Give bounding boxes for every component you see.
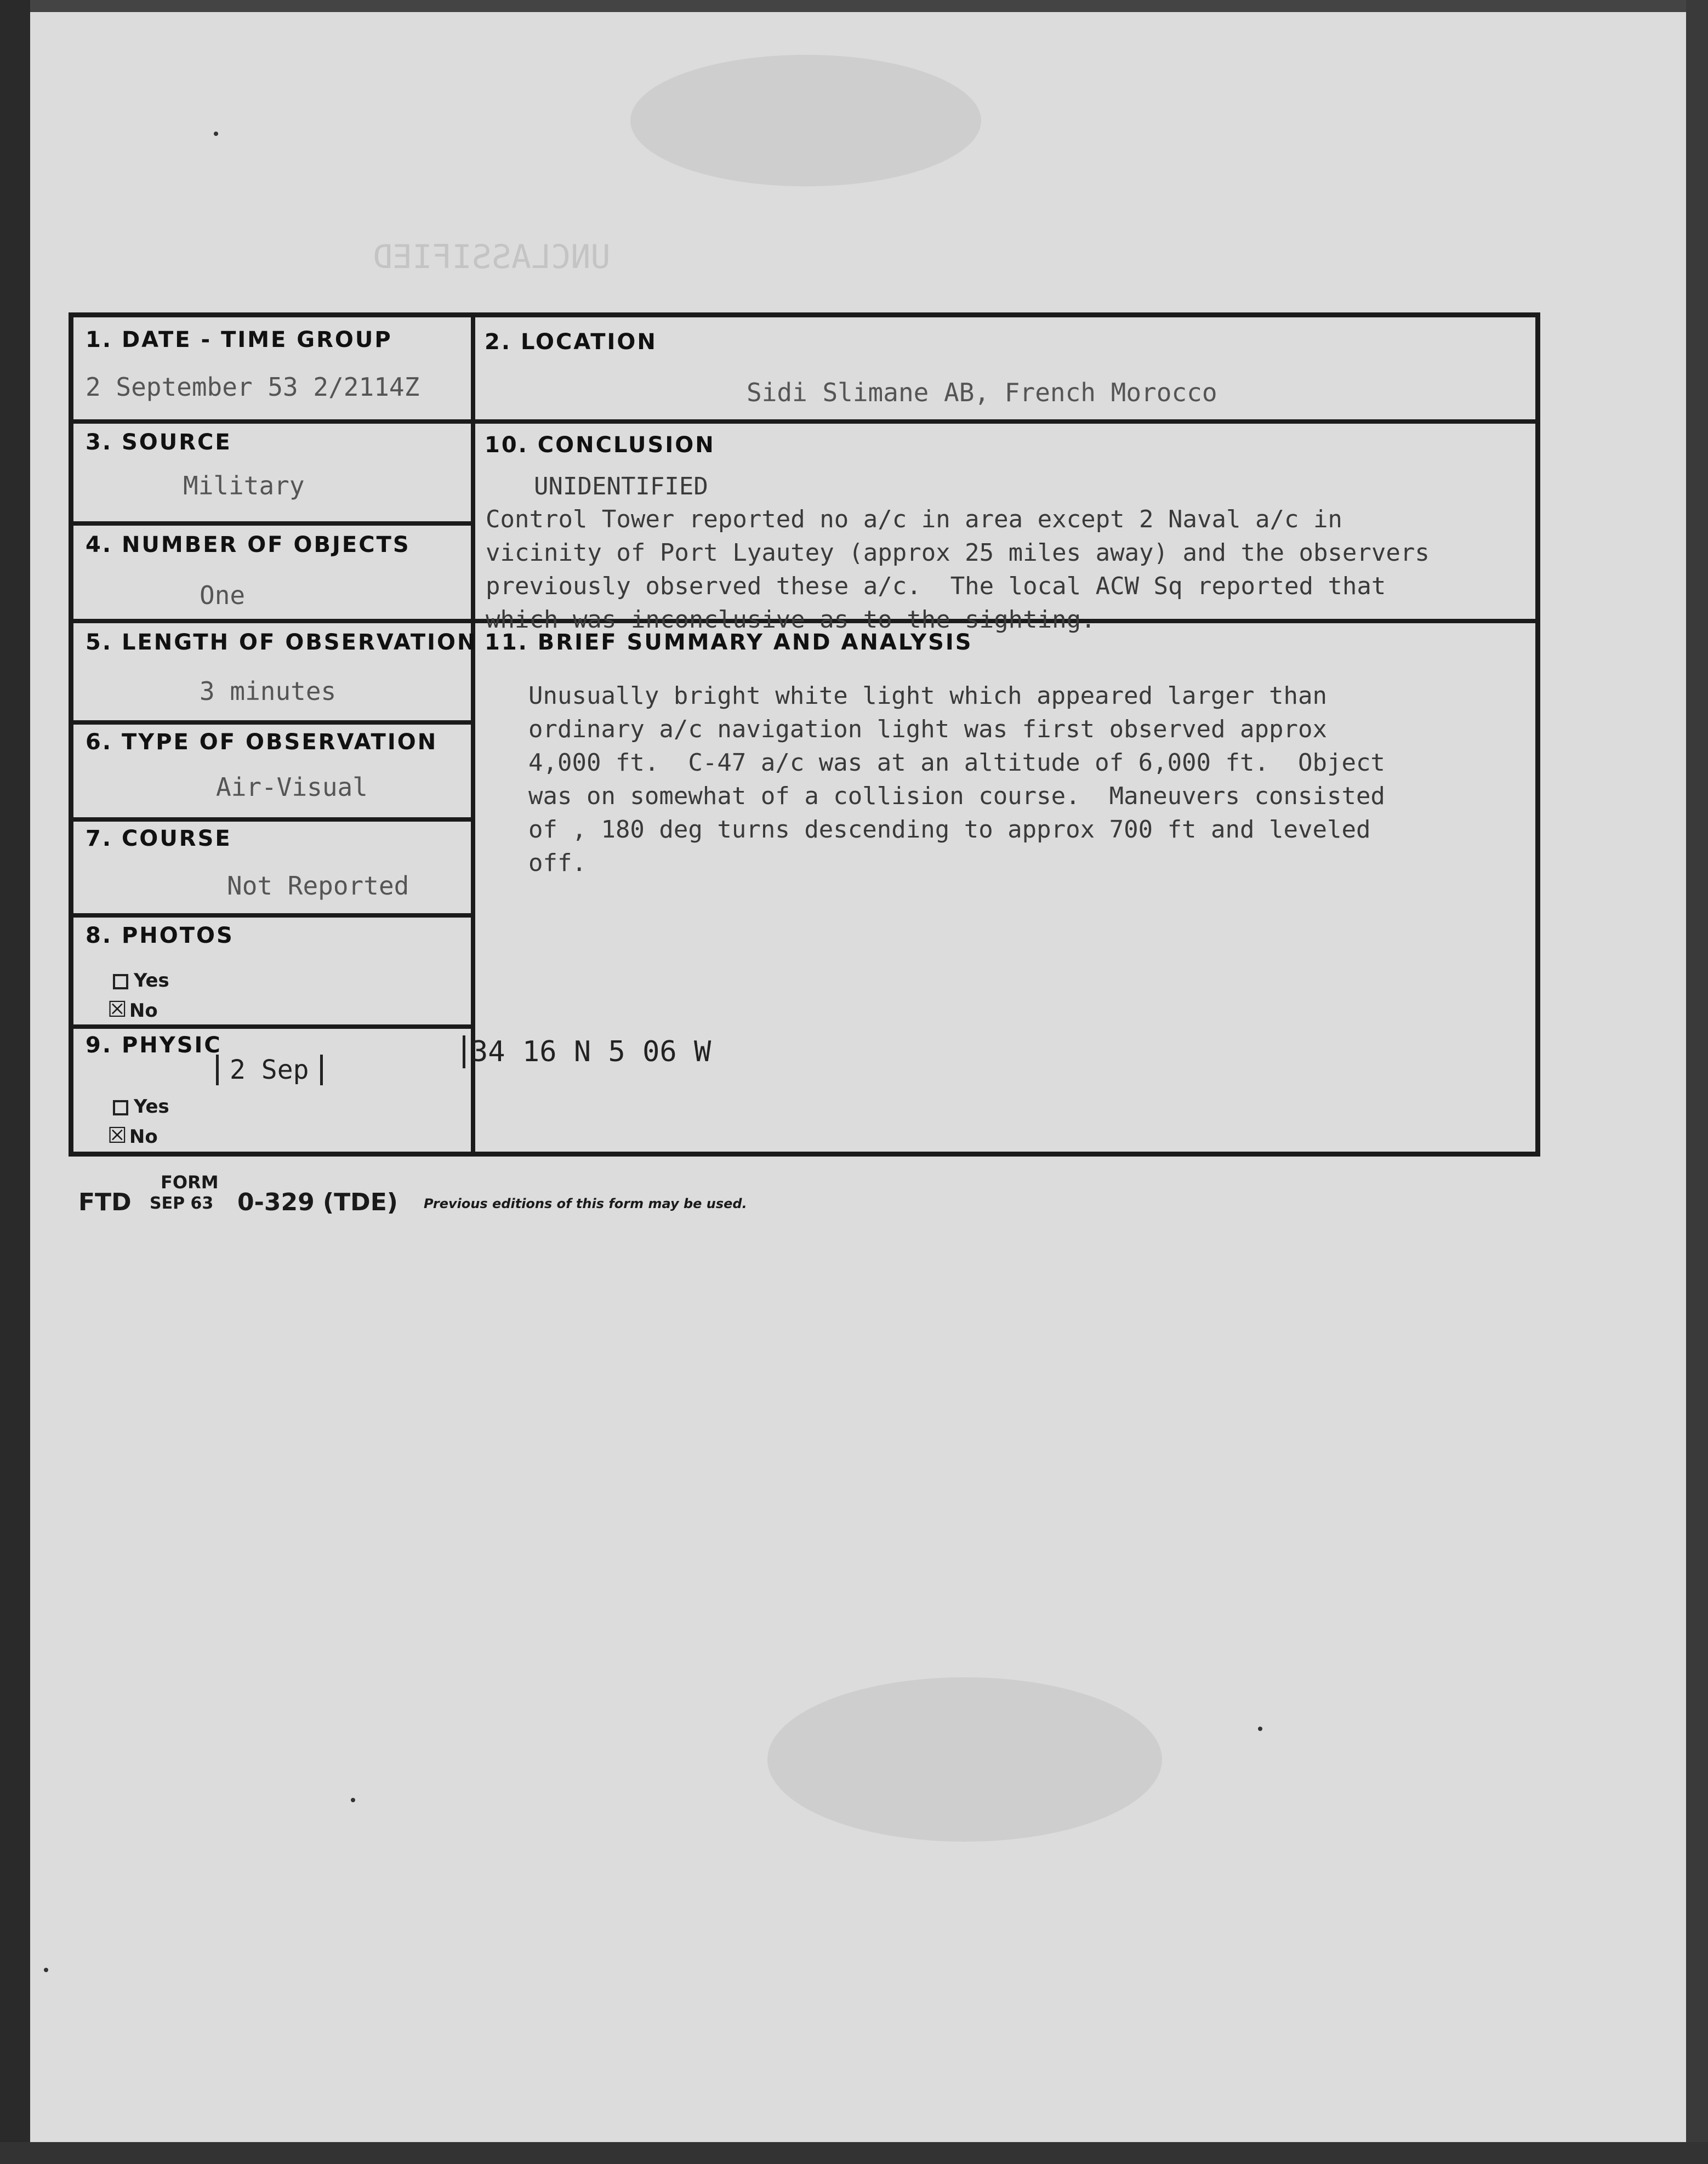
scan-edge-right xyxy=(1686,0,1708,2164)
photos-no-label: No xyxy=(129,1000,158,1022)
date-time-label: 1. DATE - TIME GROUP xyxy=(86,327,392,352)
summary-line: ordinary a/c navigation light was first observed approx xyxy=(528,715,1327,743)
length-of-observation-label: 5. LENGTH OF OBSERVATION xyxy=(86,630,477,655)
coordinates-stamp: 34 16 N 5 06 W xyxy=(463,1035,711,1068)
conclusion-line xyxy=(486,603,1096,619)
stain xyxy=(767,1677,1162,1842)
checkbox-empty-icon xyxy=(113,974,128,989)
source-label: 3. SOURCE xyxy=(86,430,232,455)
speck xyxy=(351,1798,355,1802)
speck xyxy=(44,1968,48,1972)
conclusion-line: Control Tower reported no a/c in area except 2 Naval a/c in xyxy=(486,505,1342,533)
row-divider xyxy=(73,419,1537,424)
conclusion-line: vicinity of Port Lyautey (approx 25 miles away) and the observers xyxy=(486,539,1430,567)
course-label: 7. COURSE xyxy=(86,826,232,851)
physical-no-option[interactable] xyxy=(107,1123,158,1148)
physical-no-label: No xyxy=(129,1126,158,1148)
scan-edge-left xyxy=(0,0,30,2164)
row-divider xyxy=(73,720,471,725)
number-of-objects-label: 4. NUMBER OF OBJECTS xyxy=(86,532,411,557)
form-date-code: SEP 63 xyxy=(150,1194,214,1213)
checkbox-checked-icon: ☒ xyxy=(107,1123,127,1148)
speck xyxy=(214,132,218,136)
physical-evidence-label: 9. PHYSIC xyxy=(86,1033,222,1058)
location-value: Sidi Slimane AB, French Morocco xyxy=(747,378,1217,407)
row-divider xyxy=(73,1024,471,1029)
column-divider xyxy=(471,317,475,1153)
checkbox-empty-icon xyxy=(113,1100,128,1115)
date-time-value: 2 September 53 2/2114Z xyxy=(86,372,420,402)
location-label: 2. LOCATION xyxy=(485,329,657,355)
physical-yes-option[interactable] xyxy=(113,1096,169,1118)
summary-line: Unusually bright white light which appeared larger than xyxy=(528,682,1327,710)
photos-yes-label: Yes xyxy=(134,970,169,992)
conclusion-heading: UNIDENTIFIED xyxy=(534,472,708,500)
summary-line: off. xyxy=(528,849,587,877)
number-of-objects-value: One xyxy=(200,580,246,610)
type-of-observation-value: Air-Visual xyxy=(216,772,368,802)
source-value: Military xyxy=(183,471,305,500)
conclusion-line: previously observed these a/c. The local ACW Sq reported that xyxy=(486,572,1386,600)
checkbox-checked-icon: ☒ xyxy=(107,997,127,1022)
summary-line: of , 180 deg turns descending to approx 700 ft and leveled xyxy=(528,816,1371,844)
form-word: FORM xyxy=(161,1172,219,1193)
speck xyxy=(1258,1727,1262,1731)
photos-no-option[interactable] xyxy=(107,997,158,1022)
row-divider xyxy=(73,817,471,822)
scan-edge-top xyxy=(0,0,1708,12)
row-divider xyxy=(73,913,471,918)
summary-line: was on somewhat of a collision course. Maneuvers consisted xyxy=(528,782,1385,810)
stain xyxy=(630,55,981,186)
photos-yes-option[interactable] xyxy=(113,970,169,992)
conclusion-label: 10. CONCLUSION xyxy=(485,432,715,458)
form-note: Previous editions of this form may be used. xyxy=(424,1196,747,1211)
report-form xyxy=(69,312,1540,1157)
physical-date-stamp: 2 Sep xyxy=(216,1055,323,1085)
type-of-observation-label: 6. TYPE OF OBSERVATION xyxy=(86,730,438,755)
photos-label: 8. PHOTOS xyxy=(86,923,234,948)
scan-edge-bottom xyxy=(0,2142,1708,2164)
physical-yes-label: Yes xyxy=(134,1096,169,1118)
bleed-through-header: UNCLASSIFIED xyxy=(373,238,611,276)
form-id: FTD xyxy=(78,1188,132,1216)
summary-label: 11. BRIEF SUMMARY AND ANALYSIS xyxy=(485,630,973,655)
course-value: Not Reported xyxy=(227,871,409,901)
length-of-observation-value: 3 minutes xyxy=(200,676,337,706)
row-divider xyxy=(73,521,471,526)
form-number: 0-329 (TDE) xyxy=(237,1188,398,1216)
summary-line: 4,000 ft. C-47 a/c was at an altitude of 6,000 ft. Object xyxy=(528,749,1385,777)
